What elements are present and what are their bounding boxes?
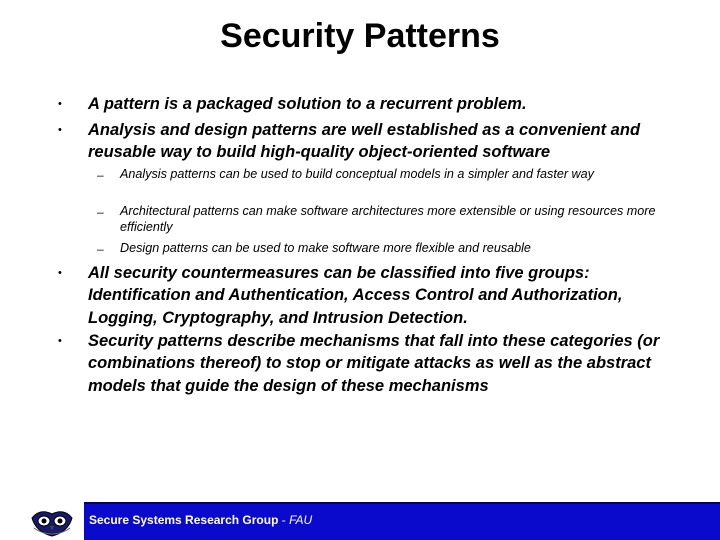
bullet-text: Security patterns describe mechanisms that fall into these categories (or combinations thereof) to stop or mitigate attacks as well as the abstract models that guide the design of these mechanisms <box>88 332 660 395</box>
sub-bullet-text: Analysis patterns can be used to build conceptual models in a simpler and faster way <box>120 167 594 181</box>
sub-bullet-text: Design patterns can be used to make software more flexible and reusable <box>120 241 531 255</box>
bullet-dot: • <box>58 124 62 136</box>
sub-bullet-dash: – <box>97 205 104 219</box>
footer-org: FAU <box>289 513 313 527</box>
bullet-dot: • <box>58 267 62 279</box>
sub-bullet-text: Architectural patterns can make software architectures more extensible or using resources more efficiently <box>120 204 656 234</box>
bullet-text: A pattern is a packaged solution to a recurrent problem. <box>88 95 527 113</box>
owl-logo-icon <box>28 506 76 538</box>
bullet-text: Analysis and design patterns are well established as a convenient and reusable way to build high-quality object-oriented software <box>88 121 641 162</box>
sub-bullet-dash: – <box>97 242 104 256</box>
slide-title: Security Patterns <box>220 17 500 55</box>
bullet-dot: • <box>58 335 62 347</box>
sub-bullet-dash: – <box>97 168 104 182</box>
footer-group: Secure Systems Research Group <box>89 513 279 527</box>
footer <box>0 502 720 540</box>
bullet-dot: • <box>58 98 62 110</box>
bullet-text: All security countermeasures can be classified into five groups: Identification and Authentication, Access Control and Authorization, Logging, Cryptography, and Intrusion Detection. <box>88 264 623 327</box>
footer-bar <box>84 502 720 540</box>
footer-text <box>89 512 312 528</box>
footer-separator: - <box>278 513 290 527</box>
